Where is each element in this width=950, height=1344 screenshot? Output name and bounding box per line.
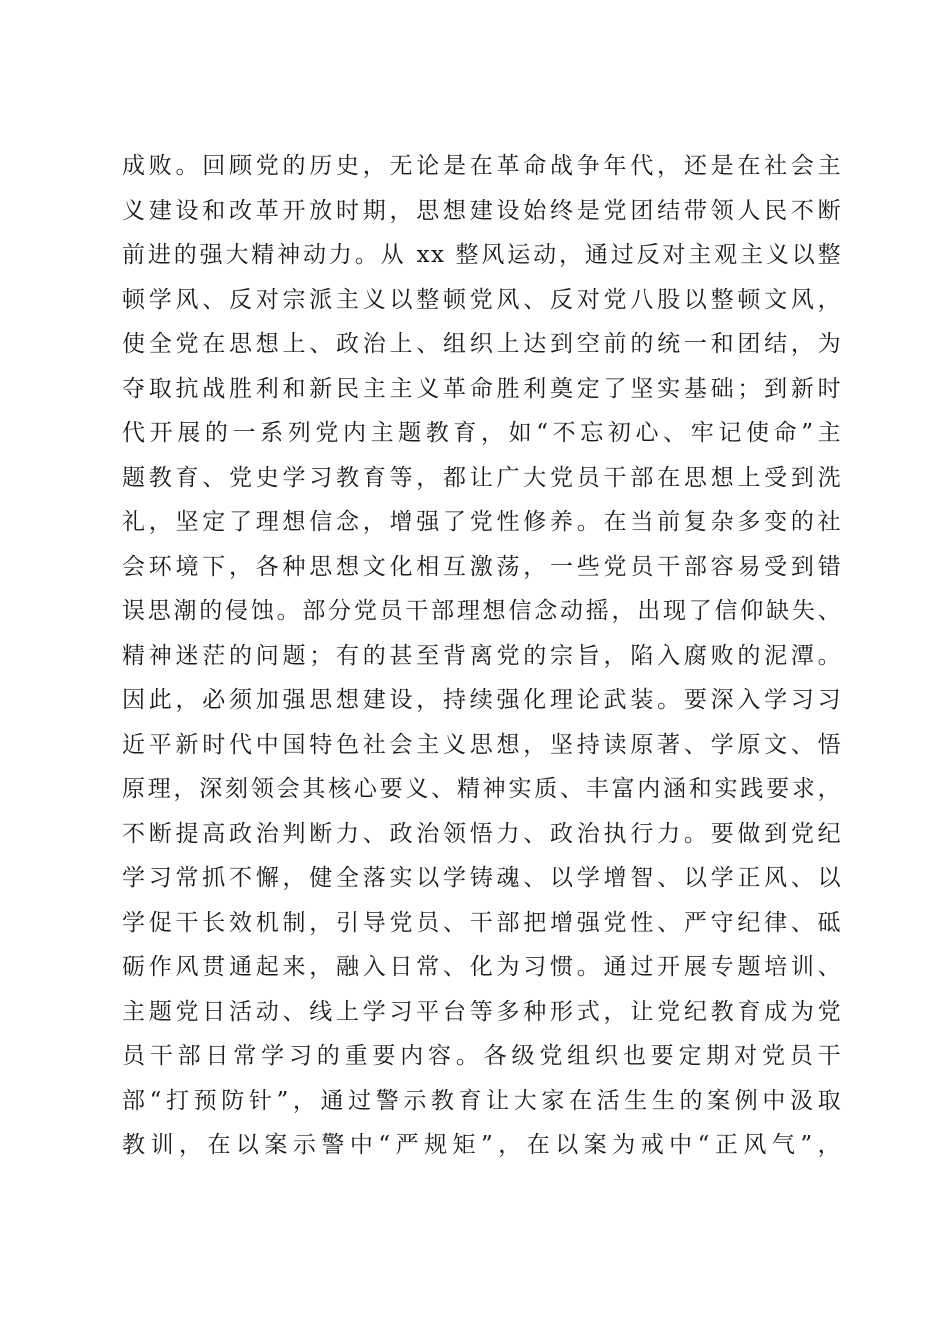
text-line: 部“打预防针”，通过警示教育让大家在活生生的案例中汲取 [122,1087,842,1114]
text-line: 夺取抗战胜利和新民主主义革命胜利奠定了坚实基础；到新时 [122,375,842,402]
text-line: 近平新时代中国特色社会主义思想，坚持读原著、学原文、悟 [122,731,842,758]
text-line: 学促干长效机制，引导党员、干部把增强党性、严守纪律、砥 [122,909,842,936]
text-line: 礼，坚定了理想信念，增强了党性修养。在当前复杂多变的社 [122,509,842,535]
text-line: 学习常抓不懈，健全落实以学铸魂、以学增智、以学正风、以 [122,865,842,891]
text-line: 会环境下，各种思想文化相互激荡，一些党员干部容易受到错 [122,553,842,580]
text-line: 题教育、党史学习教育等，都让广大党员干部在思想上受到洗 [122,464,842,491]
text-line: 成败。回顾党的历史，无论是在革命战争年代，还是在社会主 [122,153,842,179]
text-line: 误思潮的侵蚀。部分党员干部理想信念动摇，出现了信仰缺失、 [122,598,842,624]
text-line: 因此，必须加强思想建设，持续强化理论武装。要深入学习习 [122,687,842,713]
text-line: 顿学风、反对宗派主义以整顿党风、反对党八股以整顿文风， [122,286,842,313]
text-line: 不断提高政治判断力、政治领悟力、政治执行力。要做到党纪 [122,820,842,847]
text-line: 精神迷茫的问题；有的甚至背离党的宗旨，陷入腐败的泥潭。 [122,642,842,669]
text-line: 教训，在以案示警中“严规矩”，在以案为戒中“正风气”， [122,1132,842,1158]
body-text [122,144,842,1168]
text-line: 使全党在思想上、政治上、组织上达到空前的统一和团结，为 [122,331,842,357]
text-line: 原理，深刻领会其核心要义、精神实质、丰富内涵和实践要求， [122,776,842,802]
text-line: 义建设和改革开放时期，思想建设始终是党团结带领人民不断 [122,197,842,224]
text-line: 砺作风贯通起来，融入日常、化为习惯。通过开展专题培训、 [122,954,842,980]
text-line: 主题党日活动、线上学习平台等多种形式，让党纪教育成为党 [122,998,842,1025]
text-line: 前进的强大精神动力。从 xx 整风运动，通过反对主观主义以整 [122,242,842,268]
text-line: 员干部日常学习的重要内容。各级党组织也要定期对党员干 [122,1043,842,1069]
text-line: 代开展的一系列党内主题教育，如“不忘初心、牢记使命”主 [122,420,842,446]
